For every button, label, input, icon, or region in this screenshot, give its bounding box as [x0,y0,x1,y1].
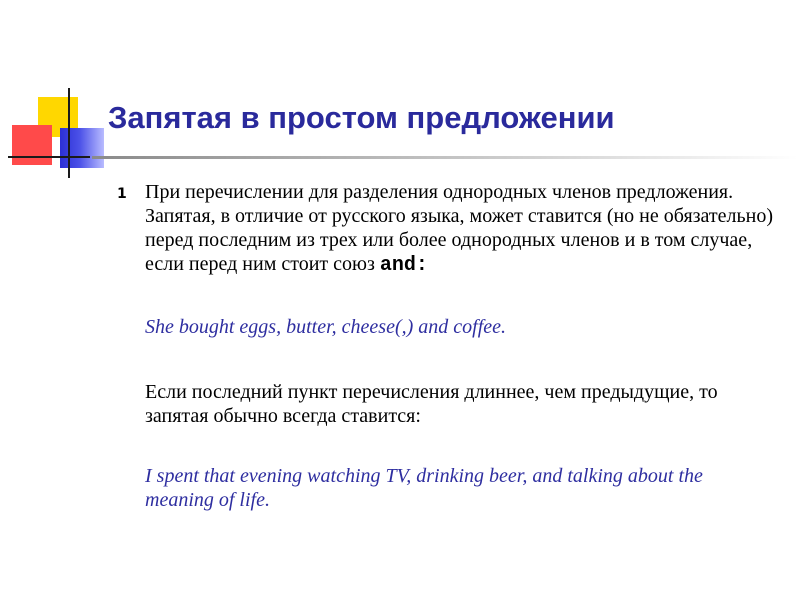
conjunction-and: and: [379,254,428,277]
title-underline [92,156,798,159]
vertical-line-decoration [68,88,70,178]
bullet-marker: 1 [117,186,127,202]
horizontal-line-decoration [8,156,90,158]
paragraph-1-text: При перечислении для разделения однородных членов предложения. Запятая, в отличие от русского языка, может ставится (но не обязательно) перед последним из трех или более однородных членов и в том случае, если перед ним стоит союз [145,181,773,275]
example-1: She bought eggs, butter, cheese(,) and coffee. [145,316,507,338]
slide-title: Запятая в простом предложении [108,100,615,135]
paragraph-1 [145,180,785,278]
red-square-decoration [12,125,52,165]
blue-square-decoration [60,128,104,168]
paragraph-2: Если последний пункт перечисления длиннее, чем предыдущие, то запятая обычно всегда ставится: [145,381,718,427]
example-2: I spent that evening watching TV, drinking beer, and talking about the meaning of life. [145,465,703,511]
